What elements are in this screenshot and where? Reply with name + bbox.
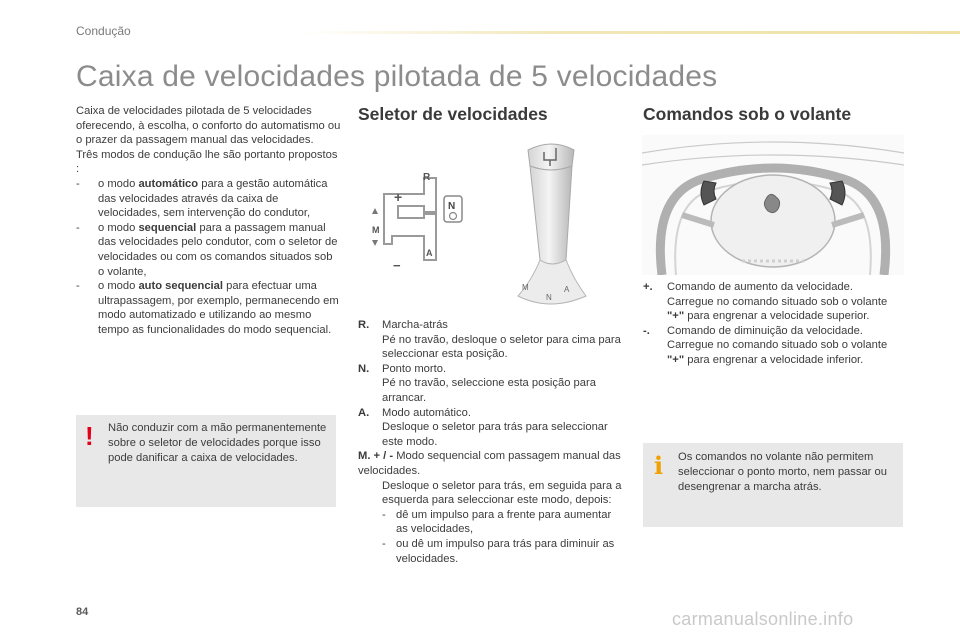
arrow-icon [358,376,382,405]
gate-label-n: N [448,201,456,212]
knob-label-n: N [546,293,552,302]
gate-label-plus: + [394,189,403,205]
knob-boot [518,260,586,304]
knob-label-m: M [522,283,529,292]
commands-legend [643,280,905,368]
legend-sub-down: - ou dê um impulso para trás para diminuir as velocidades. [382,537,615,565]
watermark: carmanualsonline.info [672,609,854,629]
info-icon: i [654,451,664,480]
arrow-icon [358,479,382,508]
warning-icon: ! [85,421,94,451]
legend-item-plus-desc: Carregue no comando situado sob o volante "+" para engrenar a velocidade superior. [643,295,905,324]
legend-item-a: A. Modo automático. [358,406,471,419]
gate-label-a: A [426,248,433,258]
mode-item-auto-sequential: - o modo auto sequencial para efectuar uma ultrapassagem, por exemplo, permanecendo em modo automatizado e utilizando ao mesmo tempo as funcionalidades do modo sequencial. [76,280,339,336]
header-divider [300,31,960,34]
page-number: 84 [76,606,89,618]
selector-legend [358,318,623,566]
legend-item-minus: -. Comando de diminuição da velocidade. [643,324,863,337]
legend-item-r: R. Marcha-atrás [358,319,448,331]
legend-sub-up: - dê um impulso para a frente para aumentar as velocidades, [382,508,612,536]
intro-column [76,104,341,338]
arrow-icon [643,295,667,324]
legend-item-r-desc: Pé no travão, desloque o seletor para cima para seleccionar esta posição. [358,333,623,362]
knob-top [528,144,574,170]
legend-item-minus-desc: Carregue no comando situado sob o volante "+" para engrenar a velocidade inferior. [643,338,905,367]
legend-item-a-desc: Desloque o seletor para trás para seleccionar este modo. [358,420,623,449]
legend-item-plus: +. Comando de aumento da velocidade. [643,281,853,293]
commands-section-title: Comandos sob o volante [643,104,852,124]
knob-body [530,166,572,264]
legend-item-n: N. Ponto morto. [358,362,447,375]
steering-wheel-illustration [642,135,904,275]
knob-label-a: A [564,285,570,294]
intro-paragraph: Caixa de velocidades pilotada de 5 velocidades oferecendo, à escolha, o conforto do automatismo ou o prazer da passagem manual das velocidades. [76,105,341,147]
info-box [643,443,903,527]
mode-item-automatic: - o modo automático para a gestão automática das velocidades através da caixa de velocidades, sem intervenção do condutor, [76,177,328,220]
arrow-icon [358,333,382,362]
section-header: Condução [76,24,131,38]
gate-label-minus: − [393,258,401,272]
page-title: Caixa de velocidades pilotada de 5 velocidades [76,60,718,93]
legend-item-n-desc: Pé no travão, seleccione esta posição para arrancar. [358,376,623,405]
gate-label-r: R [423,172,431,183]
down-arrow-icon [372,240,378,246]
arrow-icon [358,420,382,449]
arrow-icon [643,338,667,367]
intro-modes-lead: Três modos de condução lhe são portanto propostos : [76,148,338,176]
wheel-hub [711,175,835,267]
warning-text: Não conduzir com a mão permanentemente sobre o seletor de velocidades porque isso pode danificar a caixa de velocidades. [108,422,327,465]
legend-item-m-desc: Desloque o seletor para trás, em seguida para a esquerda para seleccionar este modo, depois: [358,479,623,508]
mode-item-sequential: - o modo sequencial para a passagem manual das velocidades pelo condutor, com o seletor de velocidades ou com os comandos situados sob o volante, [76,221,338,278]
selector-section-title: Seletor de velocidades [358,104,548,124]
info-text: Os comandos no volante não permitem seleccionar o ponto morto, nem passar ou desengrenar a marcha atrás. [678,451,887,494]
up-arrow-icon [372,208,378,214]
gear-knob-illustration [500,140,600,310]
gate-label-m: M [372,225,380,235]
warning-box [76,415,336,507]
legend-item-m: M. + / - Modo sequencial com passagem manual das velocidades. [358,450,621,477]
gear-gate-diagram [362,168,474,272]
